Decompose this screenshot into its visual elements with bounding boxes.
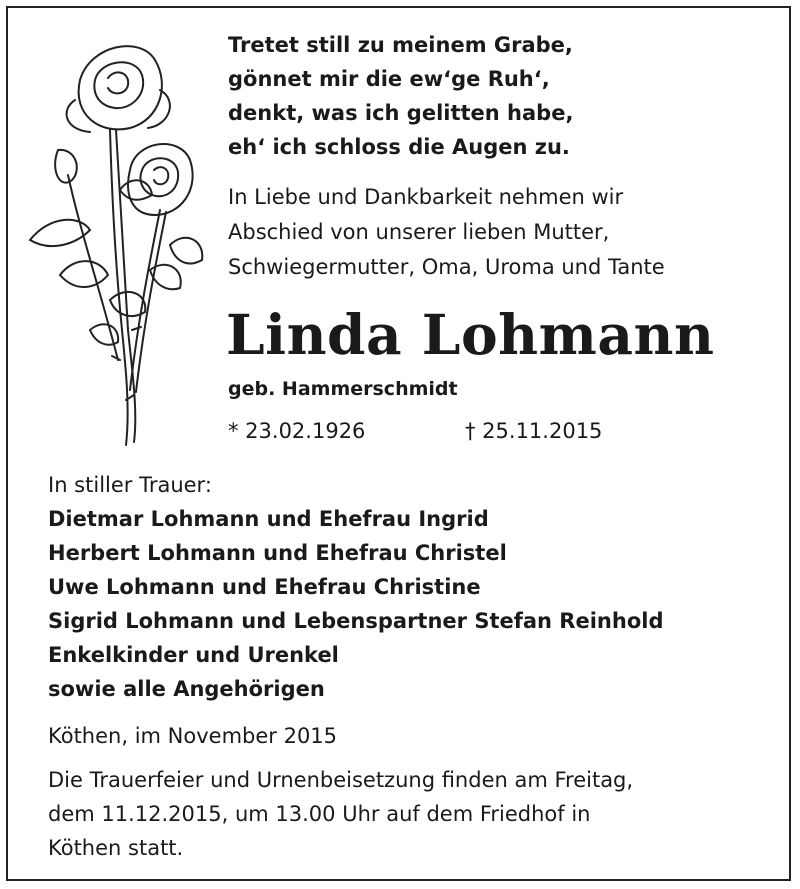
poem-line: gönnet mir die ew‘ge Ruh‘, <box>228 67 550 91</box>
mourners <box>48 468 663 706</box>
service-line: Köthen statt. <box>48 836 184 860</box>
death-date: † 25.11.2015 <box>465 419 603 443</box>
mourner-name: Dietmar Lohmann und Ehefrau Ingrid <box>48 507 489 531</box>
intro-line: Schwiegermutter, Oma, Uroma und Tante <box>228 255 665 279</box>
intro-line: In Liebe und Dankbarkeit nehmen wir <box>228 185 624 209</box>
mourner-name: Sigrid Lohmann und Lebenspartner Stefan Reinhold <box>48 609 664 633</box>
mourners-list <box>48 502 663 706</box>
rose-illustration <box>20 30 210 450</box>
poem <box>228 28 573 164</box>
service-line: Die Trauerfeier und Urnenbeisetzung finden am Freitag, <box>48 768 634 792</box>
birth-date: * 23.02.1926 <box>228 419 366 443</box>
deceased-name: Linda Lohmann <box>226 302 715 367</box>
birth-name: geb. Hammerschmidt <box>228 378 458 400</box>
poem-line: denkt, was ich gelitten habe, <box>228 101 574 125</box>
poem-line: Tretet still zu meinem Grabe, <box>228 33 573 57</box>
mourner-name: Uwe Lohmann und Ehefrau Christine <box>48 575 481 599</box>
mourner-name: Herbert Lohmann und Ehefrau Christel <box>48 541 507 565</box>
life-dates <box>228 416 603 446</box>
mourner-name: sowie alle Angehörigen <box>48 677 325 701</box>
service-line: dem 11.12.2015, um 13.00 Uhr auf dem Friedhof in <box>48 802 591 826</box>
intro-text <box>228 180 665 285</box>
place-date: Köthen, im November 2015 <box>48 724 338 748</box>
poem-line: eh‘ ich schloss die Augen zu. <box>228 135 570 159</box>
mourner-name: Enkelkinder und Urenkel <box>48 643 339 667</box>
intro-line: Abschied von unserer lieben Mutter, <box>228 220 610 244</box>
service-info <box>48 763 748 865</box>
mourners-heading: In stiller Trauer: <box>48 473 212 497</box>
